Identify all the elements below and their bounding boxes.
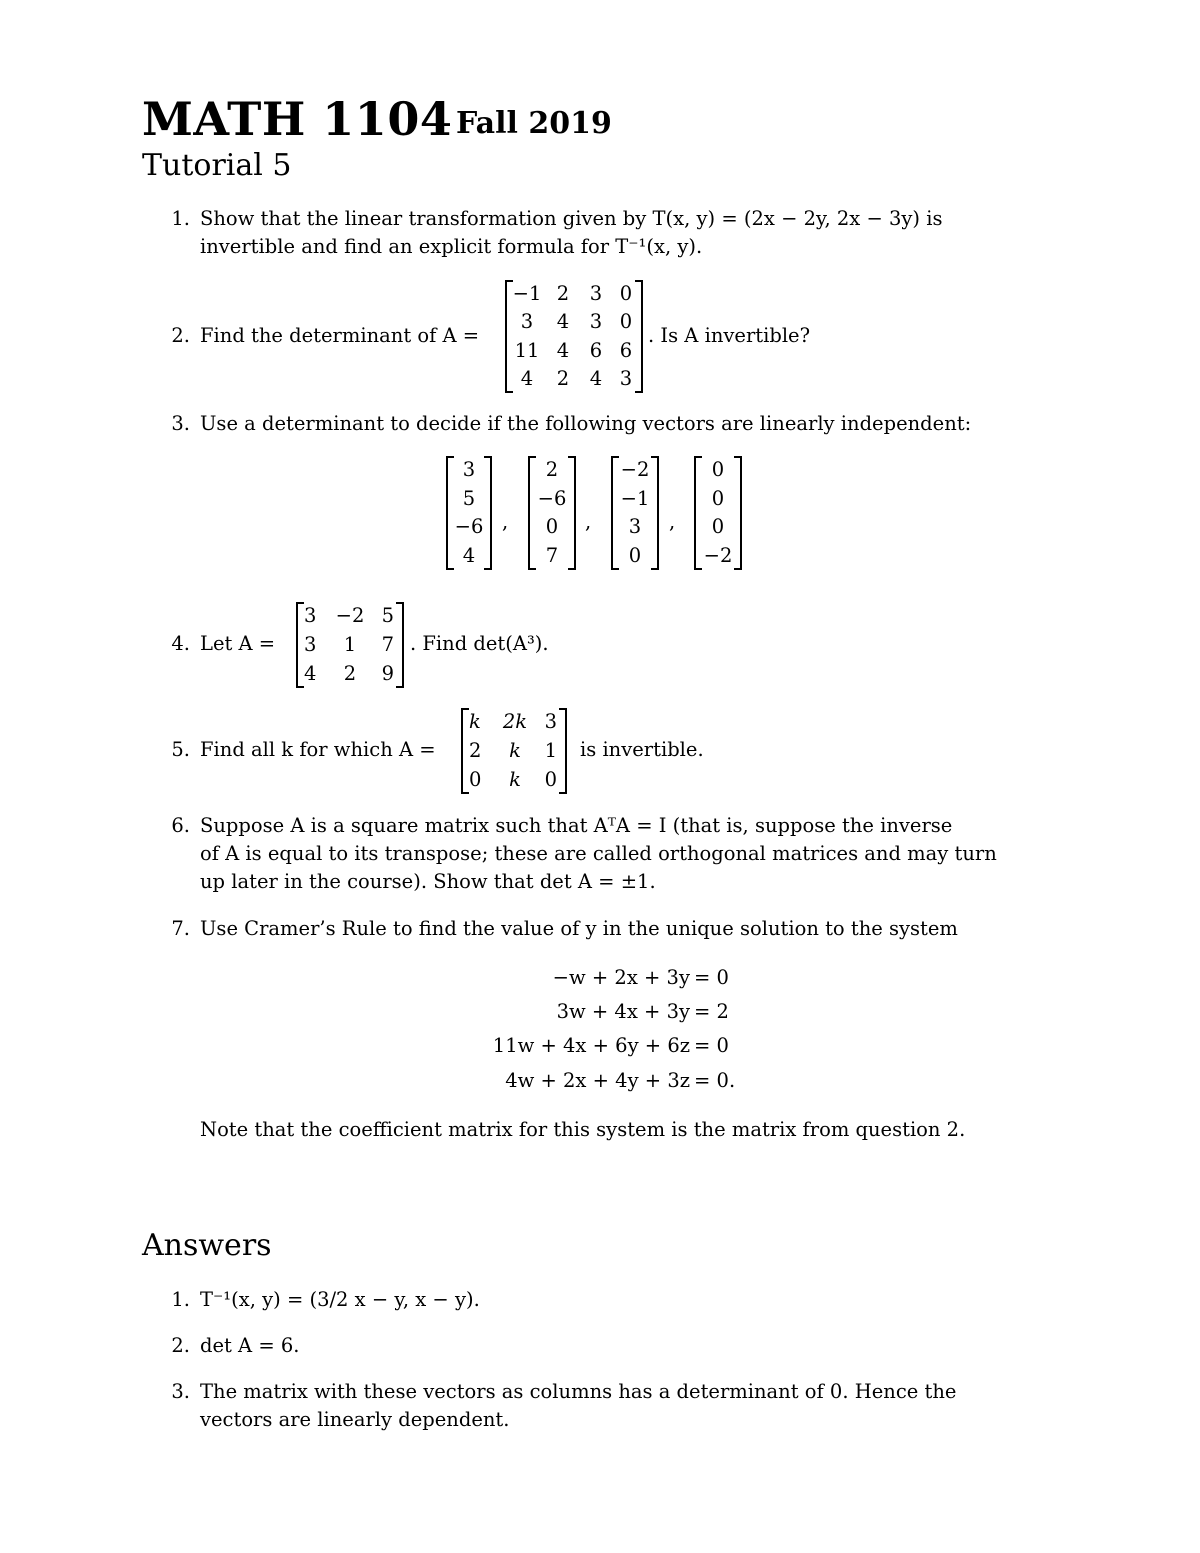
matrix-cell: k — [469, 710, 481, 734]
matrix-cell: 3 — [304, 632, 317, 656]
question-2-number: 2. — [171, 324, 190, 347]
question-2-prefix: Find the determinant of A = — [200, 324, 480, 347]
question-4-number: 4. — [171, 632, 190, 655]
course-title: MATH 1104 — [142, 92, 453, 146]
vector-entry: 7 — [545, 543, 559, 567]
vector-4 — [694, 456, 742, 570]
question-6-number: 6. — [171, 814, 190, 837]
question-5-prefix: Find all k for which A = — [200, 738, 436, 761]
matrix-cell: k — [509, 738, 521, 762]
matrix-cell: 6 — [619, 338, 633, 362]
equation-1-lhs: −w + 2x + 3y — [552, 966, 690, 989]
matrix-cell: 1 — [343, 632, 357, 656]
question-7-text: Use Cramer’s Rule to find the value of y in the unique solution to the system — [200, 917, 958, 940]
matrix-cell: −2 — [335, 604, 365, 628]
vector-entry: 0 — [628, 543, 642, 567]
vector-separator: , — [502, 510, 509, 533]
matrix-cell: 2 — [469, 738, 482, 762]
equation-4-lhs: 4w + 2x + 4y + 3z — [505, 1069, 690, 1092]
equation-2-rhs: = 2 — [694, 1000, 729, 1023]
matrix-cell: 11 — [514, 338, 540, 362]
vector-entry: 0 — [711, 515, 725, 539]
vector-entry: 3 — [462, 458, 476, 482]
matrix-cell: 2 — [556, 282, 570, 306]
matrix-cell: 4 — [304, 661, 317, 685]
matrix-cell: 2 — [343, 661, 357, 685]
answer-1-text: T⁻¹(x, y) = (3/2 x − y, x − y). — [200, 1288, 480, 1311]
question-2-matrix — [505, 280, 643, 393]
question-3-number: 3. — [171, 412, 190, 435]
vector-entry: 3 — [628, 515, 642, 539]
vector-entry: −6 — [454, 515, 484, 539]
vector-1 — [446, 456, 492, 570]
matrix-cell: 3 — [304, 604, 317, 628]
matrix-cell: 0 — [469, 767, 482, 791]
question-4-matrix — [296, 602, 404, 688]
matrix-cell: 2k — [502, 710, 528, 734]
matrix-cell: 4 — [556, 310, 570, 334]
matrix-cell: 1 — [544, 738, 557, 762]
question-7-note: Note that the coefficient matrix for this system is the matrix from question 2. — [200, 1118, 966, 1141]
vector-2 — [528, 456, 576, 570]
question-5-matrix — [461, 708, 567, 794]
question-6-line-2: of A is equal to its transpose; these are called orthogonal matrices and may turn — [200, 842, 997, 865]
vector-entry: 4 — [462, 543, 476, 567]
equation-3-rhs: = 0 — [694, 1034, 729, 1057]
question-2-suffix: . Is A invertible? — [648, 324, 811, 347]
tutorial-title: Tutorial 5 — [142, 148, 292, 183]
answer-3-line-2: vectors are linearly dependent. — [200, 1408, 510, 1431]
vector-separator: , — [669, 510, 676, 533]
question-5-number: 5. — [171, 738, 190, 761]
vector-entry: −2 — [620, 458, 650, 482]
vector-entry: −2 — [703, 543, 733, 567]
vector-entry: −6 — [537, 486, 567, 510]
answer-1-number: 1. — [171, 1288, 190, 1311]
matrix-cell: 0 — [619, 310, 633, 334]
matrix-cell: 5 — [381, 604, 394, 628]
matrix-cell: 0 — [619, 282, 633, 306]
matrix-cell: 7 — [381, 632, 394, 656]
term-label: Fall 2019 — [456, 106, 612, 141]
question-1-number: 1. — [171, 207, 190, 230]
question-4-suffix: . Find det(A³). — [410, 632, 549, 655]
vector-separator: , — [585, 510, 592, 533]
matrix-cell: 3 — [589, 282, 603, 306]
equation-4-rhs: = 0. — [694, 1069, 736, 1092]
vector-entry: 2 — [545, 458, 559, 482]
vector-entry: 0 — [711, 458, 725, 482]
question-4-prefix: Let A = — [200, 632, 276, 655]
question-3-text: Use a determinant to decide if the following vectors are linearly independent: — [200, 412, 972, 435]
matrix-cell: k — [509, 767, 521, 791]
matrix-cell: 3 — [544, 710, 557, 734]
matrix-cell: 3 — [619, 366, 633, 390]
matrix-cell: 3 — [520, 310, 534, 334]
equation-2-lhs: 3w + 4x + 3y — [556, 1000, 690, 1023]
question-6-line-1: Suppose A is a square matrix such that AᵀA = I (that is, suppose the inverse — [200, 814, 953, 837]
vector-entry: −1 — [620, 486, 650, 510]
answer-2-number: 2. — [171, 1334, 190, 1357]
matrix-cell: 3 — [589, 310, 603, 334]
matrix-cell: 2 — [556, 366, 570, 390]
question-6-line-3: up later in the course). Show that det A = ±1. — [200, 870, 656, 893]
vector-entry: 0 — [711, 486, 725, 510]
answer-3-line-1: The matrix with these vectors as columns has a determinant of 0. Hence the — [200, 1380, 957, 1403]
vector-entry: 5 — [462, 486, 476, 510]
equation-3-lhs: 11w + 4x + 6y + 6z — [492, 1034, 690, 1057]
answers-heading: Answers — [142, 1228, 272, 1263]
equation-1-rhs: = 0 — [694, 966, 729, 989]
matrix-cell: −1 — [512, 282, 542, 306]
matrix-cell: 4 — [520, 366, 534, 390]
vector-entry: 0 — [545, 515, 559, 539]
question-5-suffix: is invertible. — [580, 738, 704, 761]
matrix-cell: 6 — [589, 338, 603, 362]
question-1-line-2: invertible and find an explicit formula for T⁻¹(x, y). — [200, 235, 703, 258]
vector-3 — [611, 456, 659, 570]
answer-3-number: 3. — [171, 1380, 190, 1403]
matrix-cell: 4 — [556, 338, 570, 362]
question-1-line-1: Show that the linear transformation given by T(x, y) = (2x − 2y, 2x − 3y) is — [200, 207, 943, 230]
matrix-cell: 9 — [381, 661, 394, 685]
matrix-cell: 4 — [589, 366, 603, 390]
question-7-number: 7. — [171, 917, 190, 940]
matrix-cell: 0 — [544, 767, 557, 791]
answer-2-text: det A = 6. — [200, 1334, 300, 1357]
